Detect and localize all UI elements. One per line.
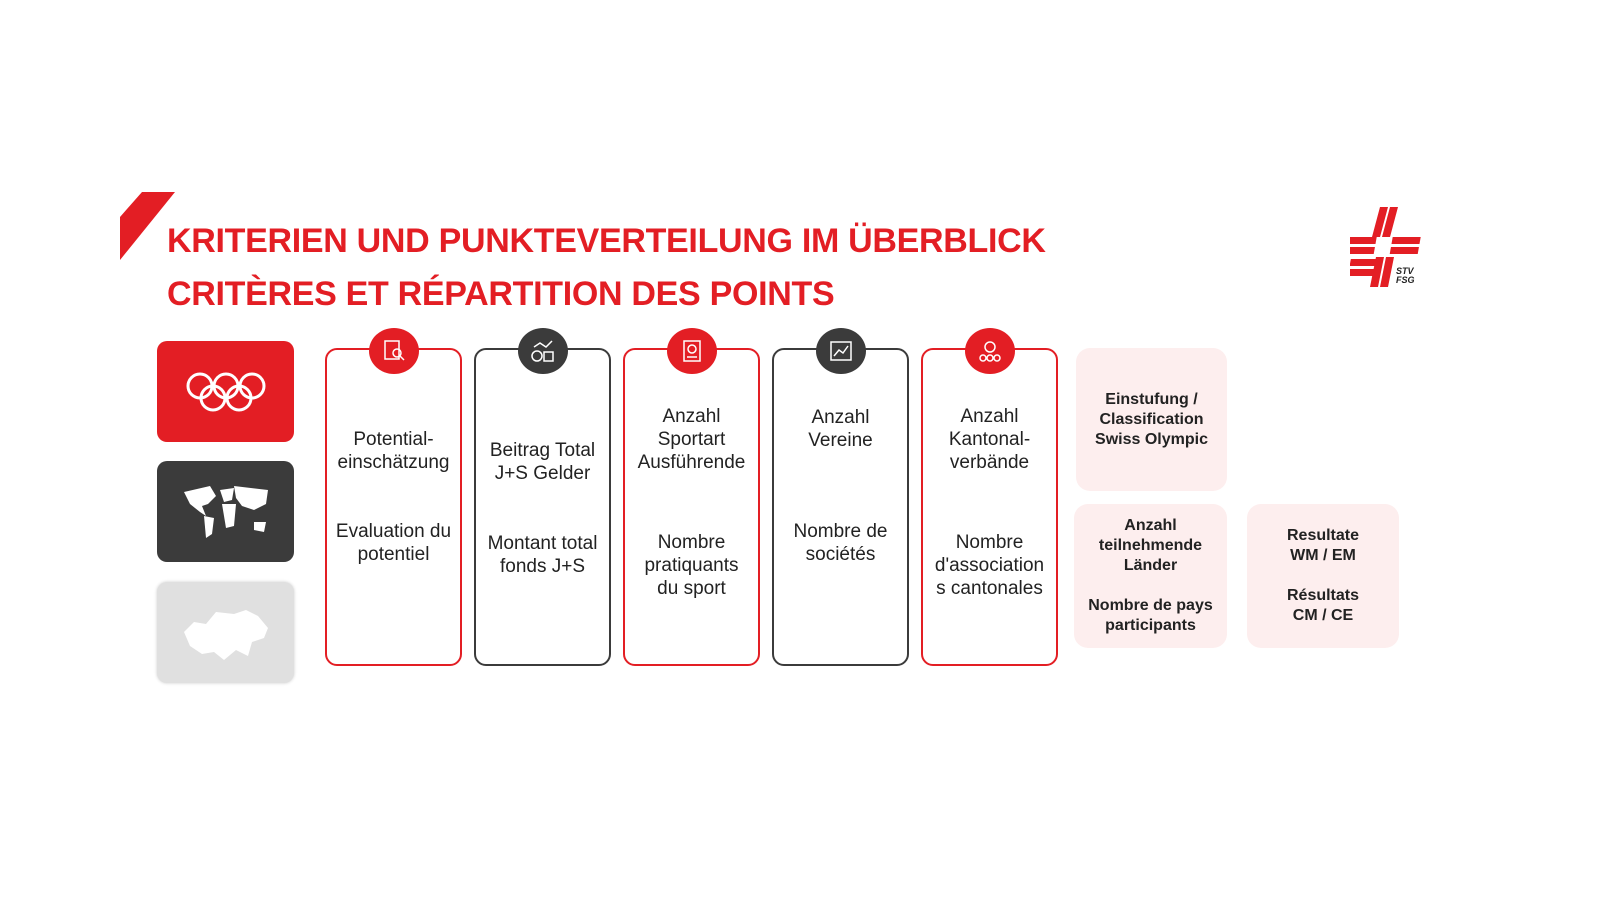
criterion-card-potential <box>325 348 462 666</box>
evaluation-icon <box>369 328 419 374</box>
olympic-rings-icon <box>184 370 268 414</box>
passport-icon <box>667 328 717 374</box>
criterion-label-de: Anzahl Kantonal- verbände <box>948 406 1031 473</box>
world-map-icon <box>180 482 272 542</box>
logo-text: STV FSG <box>1396 266 1415 285</box>
criterion-card-practitioners <box>623 348 760 666</box>
world-tile <box>157 461 294 562</box>
money-growth-icon <box>518 328 568 374</box>
olympic-tile <box>157 341 294 442</box>
title-german: KRITERIEN UND PUNKTEVERTEILUNG IM ÜBERBLICK <box>167 222 1046 260</box>
criterion-label-fr: Nombre d'association s cantonales <box>934 532 1045 599</box>
criterion-label-de: Beitrag Total J+S Gelder <box>489 440 596 484</box>
criterion-label-fr: Evaluation du potentiel <box>335 521 452 565</box>
criterion-label-de: Anzahl Vereine <box>808 407 873 451</box>
participating-countries-box: Anzahl teilnehmende Länder Nombre de pays participants <box>1074 504 1227 648</box>
criterion-label-de: Anzahl Sportart Ausführende <box>637 406 746 473</box>
stv-fsg-logo <box>1350 207 1430 289</box>
title-french: CRITÈRES ET RÉPARTITION DES POINTS <box>167 275 835 313</box>
switzerland-tile <box>157 582 294 683</box>
criterion-label-fr: Nombre pratiquants du sport <box>644 532 739 599</box>
championship-results-box: Resultate WM / EM Résultats CM / CE <box>1247 504 1399 648</box>
network-icon <box>965 328 1015 374</box>
criterion-label-fr: Montant total fonds J+S <box>487 533 598 577</box>
swiss-olympic-classification-box: Einstufung / Classification Swiss Olympic <box>1076 348 1227 491</box>
criterion-label-de: Potential- einschätzung <box>337 429 450 473</box>
criterion-card-js-funds <box>474 348 611 666</box>
criterion-card-clubs <box>772 348 909 666</box>
organization-chart-icon <box>816 328 866 374</box>
switzerland-map-icon <box>180 602 272 664</box>
criterion-label-fr: Nombre de sociétés <box>793 521 888 565</box>
criterion-card-cantonal-associations <box>921 348 1058 666</box>
